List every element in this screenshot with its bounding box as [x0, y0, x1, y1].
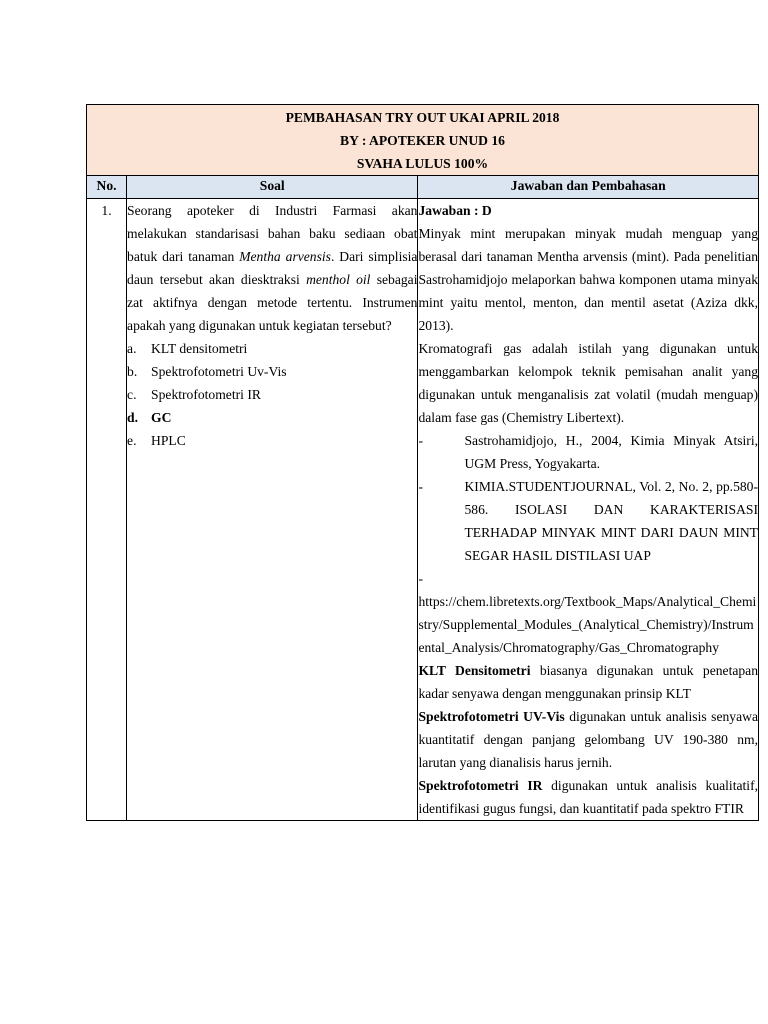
klt-text: biasanya digunakan untuk penetapan kadar senyawa dengan menggunakan prinsip KLT: [418, 663, 759, 701]
option-letter: d.: [127, 410, 139, 425]
option-a: [127, 337, 417, 360]
document-header: [87, 105, 759, 176]
reference-text: KIMIA.STUDENTJOURNAL, Vol. 2, No. 2, pp.580-586. ISOLASI DAN KARAKTERISASI TERHADAP MINYAK MINT DARI DAUN MINT SEGAR HASIL DISTILASI UAP: [464, 479, 758, 563]
option-b: [127, 360, 417, 383]
option-text: Spektrofotometri Uv-Vis: [151, 364, 287, 379]
option-letter: c.: [127, 387, 137, 402]
reference-1: [418, 429, 758, 475]
header-author: BY : APOTEKER UNUD 16: [340, 133, 505, 148]
option-text: Spektrofotometri IR: [151, 387, 261, 402]
option-letter: a.: [127, 341, 137, 356]
question-text-part: sebagai zat aktifnya dengan metode tertentu. Instrumen apakah yang digunakan untuk kegiatan tersebut?: [127, 272, 418, 333]
discussion-table: [86, 104, 759, 821]
question-number: 1.: [87, 199, 127, 821]
uvvis-explanation: [418, 705, 758, 774]
question-text-part: Seorang apoteker di Industri Farmasi akan melakukan standarisasi bahan baku sediaan obat batuk dari tanaman: [127, 203, 418, 264]
reference-dash: -: [418, 433, 423, 448]
ir-explanation: [418, 774, 758, 820]
question-text-part: . Dari simplisia daun tersebut akan diesktraksi: [127, 249, 418, 287]
reference-dash: -: [418, 571, 423, 586]
answer-key: Jawaban : D: [418, 203, 492, 218]
answer-paragraph-1: Minyak mint merupakan minyak mudah menguap yang berasal dari tanaman Mentha arvensis (mint). Pada penelitian Sastrohamidjojo melaporkan bahwa komponen utama minyak mint yaitu mentol, menton, dan mentil asetat (Aziza dkk, 2013).: [418, 226, 758, 333]
answer-paragraph-2: Kromatografi gas adalah istilah yang digunakan untuk menggambarkan kelompok teknik pemisahan analit yang digunakan untuk menganalisis zat volatil (mudah menguap) dalam fase gas (Chemistry Libertext).: [418, 341, 758, 425]
table-row: [87, 199, 759, 821]
reference-dash: -: [418, 479, 423, 494]
question-cell: [127, 199, 418, 821]
klt-explanation: [418, 659, 758, 705]
column-header-soal: Soal: [127, 176, 418, 199]
uvvis-text: digunakan untuk analisis senyawa kuantitatif dengan panjang gelombang UV 190-380 nm, larutan yang dianalisis harus jernih.: [418, 709, 758, 770]
reference-2: [418, 475, 758, 567]
option-letter: b.: [127, 364, 138, 379]
option-text: GC: [151, 410, 172, 425]
option-text: HPLC: [151, 433, 186, 448]
option-c: [127, 383, 417, 406]
reference-text: Sastrohamidjojo, H., 2004, Kimia Minyak Atsiri, UGM Press, Yogyakarta.: [464, 433, 758, 471]
header-motto: SVAHA LULUS 100%: [356, 156, 489, 171]
reference-url: https://chem.libretexts.org/Textbook_Maps/Analytical_Chemistry/Supplemental_Modules_(Analytical_Chemistry)/Instrumental_Analysis/Chromatography/Gas_Chromatography: [418, 594, 757, 655]
ir-term: Spektrofotometri IR: [418, 778, 543, 793]
option-text: KLT densitometri: [151, 341, 248, 356]
header-title: PEMBAHASAN TRY OUT UKAI APRIL 2018: [285, 110, 560, 125]
column-header-no: No.: [87, 176, 127, 199]
question-species: Mentha arvensis: [239, 249, 331, 264]
ir-text: digunakan untuk analisis kualitatif, identifikasi gugus fungsi, dan kuantitatif pada spektro FTIR: [418, 778, 758, 816]
reference-3: [418, 567, 758, 659]
answer-label: [418, 199, 758, 222]
question-text: [127, 199, 417, 337]
option-e: [127, 429, 417, 452]
question-active-substance: menthol oil: [306, 272, 371, 287]
answer-cell: [418, 199, 759, 821]
column-header-jawaban: Jawaban dan Pembahasan: [418, 176, 759, 199]
uvvis-term: Spektrofotometri UV-Vis: [418, 709, 565, 724]
klt-term: KLT Densitometri: [418, 663, 531, 678]
option-d-correct: [127, 406, 417, 429]
option-letter: e.: [127, 433, 137, 448]
